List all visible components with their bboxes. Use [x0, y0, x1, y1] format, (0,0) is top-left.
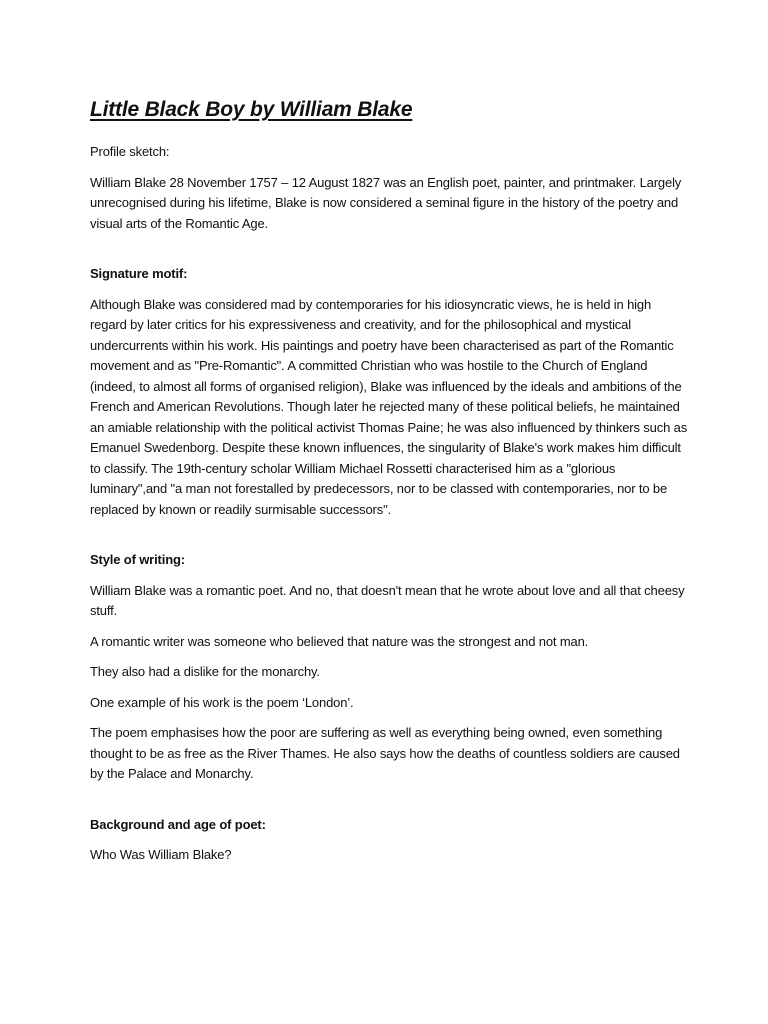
section-spacer — [90, 530, 690, 550]
style-paragraph: A romantic writer was someone who believed that nature was the strongest and not man. — [90, 633, 589, 649]
style-paragraph: William Blake was a romantic poet. And no, that doesn't mean that he wrote about love and all that cheesy stuff. — [90, 582, 685, 618]
profile-sketch-paragraph: William Blake 28 November 1757 – 12 August 1827 was an English poet, painter, and printmaker. Largely unrecognised during his lifetime, Blake is now considered a seminal figure in the history of the poetry and visual arts of the Romantic Age. — [90, 174, 682, 231]
background-heading: Background and age of poet: — [90, 816, 266, 832]
document-title: Little Black Boy by William Blake — [90, 98, 413, 121]
style-paragraph: The poem emphasises how the poor are suffering as well as everything being owned, even something thought to be as free as the River Thames. He also says how the deaths of countless soldiers are caused by the Palace and Monarchy. — [90, 725, 680, 781]
section-spacer — [90, 795, 690, 815]
style-paragraph: One example of his work is the poem ‘London’. — [90, 694, 354, 710]
section-spacer — [90, 244, 690, 264]
profile-sketch-label: Profile sketch: — [90, 144, 170, 159]
style-paragraph: They also had a dislike for the monarchy. — [90, 664, 320, 679]
style-of-writing-heading: Style of writing: — [90, 552, 185, 567]
signature-motif-heading: Signature motif: — [90, 266, 188, 281]
signature-motif-paragraph: Although Blake was considered mad by contemporaries for his idiosyncratic views, he is held in high regard by later critics for his expressiveness and creativity, and for the philosophical and mystical undercurrents within his work. His paintings and poetry have been characterised as part of the Romantic movement and as "Pre-Romantic". A committed Christian who was hostile to the Church of England (indeed, to almost all forms of organised religion), Blake was influenced by the ideals and ambitions of the French and American Revolutions. Though later he rejected many of these political beliefs, he maintained an amiable relationship with the political activist Thomas Paine; he was also influenced by thinkers such as Emanuel Swedenborg. Despite these known influences, the singularity of Blake's work makes him difficult to classify. The 19th-century scholar William Michael Rossetti characterised him as a "glorious luminary",and "a man not forestalled by predecessors, nor to be classed with contemporaries, nor to be replaced by known or readily surmisable successors". — [90, 296, 688, 517]
background-question: Who Was William Blake? — [90, 847, 232, 862]
document-page — [90, 96, 690, 876]
